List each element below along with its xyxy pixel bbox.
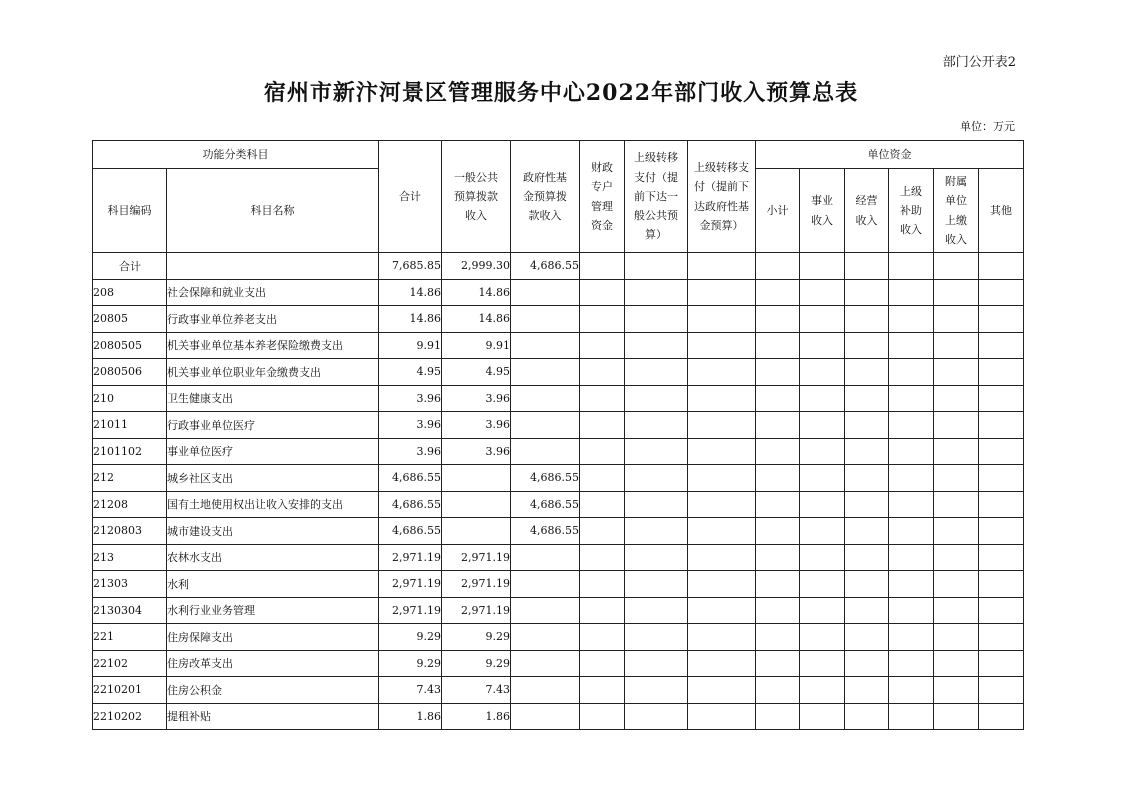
cell-transfer-general [625, 359, 688, 386]
cell-name: 卫生健康支出 [167, 385, 379, 412]
cell-transfer-general [625, 253, 688, 280]
cell-other [979, 597, 1024, 624]
cell-transfer-fund [688, 544, 756, 571]
cell-subsidy-income [889, 306, 934, 333]
cell-business-income [800, 650, 845, 677]
cell-transfer-general [625, 544, 688, 571]
table-row [93, 279, 1024, 306]
cell-subtotal [756, 571, 800, 598]
cell-other [979, 279, 1024, 306]
cell-total: 2,971.19 [379, 571, 442, 598]
cell-operating-income [845, 465, 889, 492]
cell-code: 21208 [93, 491, 167, 518]
cell-name: 住房公积金 [167, 677, 379, 704]
cell-transfer-fund [688, 650, 756, 677]
cell-transfer-fund [688, 597, 756, 624]
cell-subtotal [756, 332, 800, 359]
header-business-income: 事业收入 [800, 169, 845, 253]
cell-other [979, 677, 1024, 704]
cell-affiliated-income [934, 359, 979, 386]
cell-transfer-fund [688, 491, 756, 518]
cell-subsidy-income [889, 544, 934, 571]
header-transfer-fund: 上级转移支付（提前下达政府性基金预算） [688, 141, 756, 253]
cell-business-income [800, 253, 845, 280]
cell-operating-income [845, 597, 889, 624]
cell-transfer-general [625, 412, 688, 439]
cell-operating-income [845, 385, 889, 412]
cell-special-account [580, 412, 625, 439]
cell-general-budget: 1.86 [442, 703, 511, 730]
cell-subsidy-income [889, 279, 934, 306]
cell-other [979, 332, 1024, 359]
cell-special-account [580, 385, 625, 412]
cell-subsidy-income [889, 412, 934, 439]
cell-subtotal [756, 518, 800, 545]
cell-subtotal [756, 359, 800, 386]
cell-operating-income [845, 703, 889, 730]
cell-operating-income [845, 544, 889, 571]
cell-general-budget: 3.96 [442, 438, 511, 465]
cell-gov-fund [511, 306, 580, 333]
cell-special-account [580, 438, 625, 465]
cell-special-account [580, 465, 625, 492]
cell-special-account [580, 677, 625, 704]
cell-special-account [580, 703, 625, 730]
cell-total: 14.86 [379, 306, 442, 333]
cell-total: 9.91 [379, 332, 442, 359]
cell-general-budget: 2,999.30 [442, 253, 511, 280]
table-row [93, 544, 1024, 571]
cell-gov-fund [511, 332, 580, 359]
cell-total: 4,686.55 [379, 491, 442, 518]
cell-other [979, 650, 1024, 677]
table-row [93, 624, 1024, 651]
cell-name: 住房改革支出 [167, 650, 379, 677]
cell-code: 2210201 [93, 677, 167, 704]
cell-business-income [800, 306, 845, 333]
cell-special-account [580, 279, 625, 306]
cell-name: 水利 [167, 571, 379, 598]
cell-total: 9.29 [379, 624, 442, 651]
cell-special-account [580, 650, 625, 677]
cell-affiliated-income [934, 306, 979, 333]
cell-name [167, 253, 379, 280]
table-row [93, 571, 1024, 598]
cell-operating-income [845, 253, 889, 280]
cell-transfer-general [625, 650, 688, 677]
table-row [93, 359, 1024, 386]
cell-gov-fund [511, 624, 580, 651]
cell-code: 213 [93, 544, 167, 571]
cell-name: 事业单位医疗 [167, 438, 379, 465]
cell-business-income [800, 518, 845, 545]
cell-total: 3.96 [379, 385, 442, 412]
cell-transfer-general [625, 465, 688, 492]
cell-total: 3.96 [379, 438, 442, 465]
cell-general-budget [442, 491, 511, 518]
cell-special-account [580, 253, 625, 280]
cell-transfer-general [625, 279, 688, 306]
cell-affiliated-income [934, 677, 979, 704]
cell-subsidy-income [889, 677, 934, 704]
cell-transfer-fund [688, 518, 756, 545]
cell-name: 社会保障和就业支出 [167, 279, 379, 306]
cell-other [979, 491, 1024, 518]
cell-business-income [800, 703, 845, 730]
header-operating-income: 经营收入 [845, 169, 889, 253]
cell-operating-income [845, 624, 889, 651]
cell-gov-fund [511, 412, 580, 439]
header-special-account: 财政专户管理资金 [580, 141, 625, 253]
cell-subsidy-income [889, 359, 934, 386]
cell-special-account [580, 518, 625, 545]
cell-subsidy-income [889, 438, 934, 465]
table-row [93, 650, 1024, 677]
header-total: 合计 [379, 141, 442, 253]
cell-subtotal [756, 597, 800, 624]
cell-transfer-fund [688, 332, 756, 359]
cell-subsidy-income [889, 624, 934, 651]
cell-affiliated-income [934, 279, 979, 306]
cell-gov-fund: 4,686.55 [511, 491, 580, 518]
cell-special-account [580, 332, 625, 359]
total-row [93, 253, 1024, 280]
cell-code: 2130304 [93, 597, 167, 624]
cell-affiliated-income [934, 650, 979, 677]
cell-subsidy-income [889, 597, 934, 624]
cell-general-budget [442, 465, 511, 492]
cell-operating-income [845, 332, 889, 359]
cell-transfer-fund [688, 359, 756, 386]
cell-subtotal [756, 279, 800, 306]
cell-subsidy-income [889, 385, 934, 412]
cell-other [979, 359, 1024, 386]
cell-code: 合计 [93, 253, 167, 280]
cell-operating-income [845, 412, 889, 439]
cell-other [979, 253, 1024, 280]
cell-gov-fund [511, 703, 580, 730]
header-affiliated-income: 附属单位上缴收入 [934, 169, 979, 253]
cell-name: 城市建设支出 [167, 518, 379, 545]
cell-other [979, 624, 1024, 651]
cell-business-income [800, 624, 845, 651]
cell-gov-fund: 4,686.55 [511, 253, 580, 280]
cell-affiliated-income [934, 491, 979, 518]
cell-code: 20805 [93, 306, 167, 333]
header-subtotal: 小计 [756, 169, 800, 253]
form-number-label: 部门公开表2 [942, 55, 1016, 70]
cell-subtotal [756, 465, 800, 492]
cell-gov-fund [511, 279, 580, 306]
cell-gov-fund [511, 385, 580, 412]
cell-subtotal [756, 412, 800, 439]
cell-general-budget: 14.86 [442, 279, 511, 306]
cell-transfer-fund [688, 438, 756, 465]
cell-subtotal [756, 650, 800, 677]
cell-transfer-general [625, 624, 688, 651]
table-row [93, 412, 1024, 439]
cell-gov-fund: 4,686.55 [511, 518, 580, 545]
table-row [93, 597, 1024, 624]
cell-special-account [580, 359, 625, 386]
cell-business-income [800, 491, 845, 518]
cell-business-income [800, 279, 845, 306]
cell-general-budget [442, 518, 511, 545]
table-row [93, 385, 1024, 412]
cell-gov-fund [511, 438, 580, 465]
cell-special-account [580, 544, 625, 571]
cell-transfer-fund [688, 253, 756, 280]
cell-general-budget: 2,971.19 [442, 544, 511, 571]
cell-gov-fund [511, 571, 580, 598]
cell-total: 3.96 [379, 412, 442, 439]
cell-total: 14.86 [379, 279, 442, 306]
cell-code: 2080506 [93, 359, 167, 386]
cell-gov-fund [511, 650, 580, 677]
cell-other [979, 306, 1024, 333]
cell-gov-fund [511, 544, 580, 571]
cell-name: 行政事业单位医疗 [167, 412, 379, 439]
cell-total: 4,686.55 [379, 465, 442, 492]
budget-table-body [93, 253, 1024, 730]
header-name: 科目名称 [167, 169, 379, 253]
cell-transfer-fund [688, 465, 756, 492]
cell-gov-fund [511, 677, 580, 704]
cell-general-budget: 2,971.19 [442, 597, 511, 624]
cell-operating-income [845, 491, 889, 518]
cell-affiliated-income [934, 571, 979, 598]
cell-subtotal [756, 544, 800, 571]
cell-total: 9.29 [379, 650, 442, 677]
cell-general-budget: 9.29 [442, 624, 511, 651]
cell-transfer-fund [688, 412, 756, 439]
cell-code: 2101102 [93, 438, 167, 465]
cell-affiliated-income [934, 518, 979, 545]
cell-transfer-general [625, 571, 688, 598]
cell-subsidy-income [889, 703, 934, 730]
cell-other [979, 544, 1024, 571]
header-unit-funds: 单位资金 [756, 141, 1024, 169]
cell-subsidy-income [889, 491, 934, 518]
cell-business-income [800, 412, 845, 439]
cell-total: 4.95 [379, 359, 442, 386]
cell-transfer-general [625, 597, 688, 624]
cell-affiliated-income [934, 385, 979, 412]
cell-gov-fund: 4,686.55 [511, 465, 580, 492]
cell-name: 住房保障支出 [167, 624, 379, 651]
table-row [93, 677, 1024, 704]
cell-code: 212 [93, 465, 167, 492]
table-row [93, 465, 1024, 492]
cell-subtotal [756, 385, 800, 412]
cell-general-budget: 14.86 [442, 306, 511, 333]
cell-code: 21011 [93, 412, 167, 439]
cell-name: 机关事业单位基本养老保险缴费支出 [167, 332, 379, 359]
cell-subtotal [756, 253, 800, 280]
cell-other [979, 438, 1024, 465]
cell-affiliated-income [934, 703, 979, 730]
cell-general-budget: 3.96 [442, 385, 511, 412]
cell-general-budget: 4.95 [442, 359, 511, 386]
cell-general-budget: 9.29 [442, 650, 511, 677]
cell-affiliated-income [934, 412, 979, 439]
cell-name: 行政事业单位养老支出 [167, 306, 379, 333]
cell-general-budget: 3.96 [442, 412, 511, 439]
cell-gov-fund [511, 359, 580, 386]
cell-name: 水利行业业务管理 [167, 597, 379, 624]
cell-name: 国有土地使用权出让收入安排的支出 [167, 491, 379, 518]
cell-special-account [580, 306, 625, 333]
cell-subtotal [756, 491, 800, 518]
page-title: 宿州市新汴河景区管理服务中心2022年部门收入预算总表 [263, 80, 859, 106]
cell-subsidy-income [889, 332, 934, 359]
cell-subsidy-income [889, 465, 934, 492]
cell-special-account [580, 597, 625, 624]
cell-transfer-fund [688, 306, 756, 333]
cell-other [979, 571, 1024, 598]
cell-gov-fund [511, 597, 580, 624]
cell-code: 210 [93, 385, 167, 412]
unit-label: 单位：万元 [960, 120, 1015, 133]
cell-transfer-general [625, 677, 688, 704]
cell-total: 7,685.85 [379, 253, 442, 280]
cell-subsidy-income [889, 571, 934, 598]
cell-business-income [800, 359, 845, 386]
cell-business-income [800, 571, 845, 598]
header-function-class: 功能分类科目 [93, 141, 379, 169]
cell-operating-income [845, 650, 889, 677]
cell-other [979, 465, 1024, 492]
cell-other [979, 412, 1024, 439]
cell-affiliated-income [934, 438, 979, 465]
header-subsidy-income: 上级补助收入 [889, 169, 934, 253]
table-row [93, 306, 1024, 333]
cell-business-income [800, 385, 845, 412]
cell-code: 2210202 [93, 703, 167, 730]
table-row [93, 518, 1024, 545]
cell-operating-income [845, 677, 889, 704]
cell-subsidy-income [889, 518, 934, 545]
cell-transfer-general [625, 438, 688, 465]
header-transfer-general: 上级转移支付（提前下达一般公共预算） [625, 141, 688, 253]
cell-operating-income [845, 518, 889, 545]
cell-other [979, 703, 1024, 730]
cell-affiliated-income [934, 624, 979, 651]
cell-subtotal [756, 438, 800, 465]
header-general-budget: 一般公共预算拨款收入 [442, 141, 511, 253]
cell-name: 机关事业单位职业年金缴费支出 [167, 359, 379, 386]
cell-operating-income [845, 571, 889, 598]
cell-transfer-fund [688, 703, 756, 730]
cell-subtotal [756, 306, 800, 333]
cell-transfer-general [625, 306, 688, 333]
cell-transfer-fund [688, 624, 756, 651]
cell-code: 21303 [93, 571, 167, 598]
cell-subsidy-income [889, 650, 934, 677]
cell-code: 221 [93, 624, 167, 651]
cell-affiliated-income [934, 332, 979, 359]
cell-other [979, 518, 1024, 545]
cell-other [979, 385, 1024, 412]
cell-transfer-fund [688, 385, 756, 412]
cell-general-budget: 2,971.19 [442, 571, 511, 598]
cell-code: 2080505 [93, 332, 167, 359]
cell-business-income [800, 544, 845, 571]
cell-name: 提租补贴 [167, 703, 379, 730]
cell-total: 7.43 [379, 677, 442, 704]
table-row [93, 438, 1024, 465]
cell-transfer-fund [688, 279, 756, 306]
cell-transfer-general [625, 385, 688, 412]
cell-total: 1.86 [379, 703, 442, 730]
cell-name: 农林水支出 [167, 544, 379, 571]
cell-transfer-general [625, 332, 688, 359]
table-row [93, 491, 1024, 518]
cell-affiliated-income [934, 465, 979, 492]
cell-operating-income [845, 359, 889, 386]
cell-transfer-general [625, 518, 688, 545]
cell-business-income [800, 332, 845, 359]
table-row [93, 332, 1024, 359]
cell-business-income [800, 465, 845, 492]
cell-subtotal [756, 677, 800, 704]
budget-table [92, 140, 1024, 730]
cell-code: 2120803 [93, 518, 167, 545]
cell-subtotal [756, 624, 800, 651]
cell-affiliated-income [934, 544, 979, 571]
cell-general-budget: 9.91 [442, 332, 511, 359]
header-code: 科目编码 [93, 169, 167, 253]
cell-code: 22102 [93, 650, 167, 677]
cell-transfer-general [625, 491, 688, 518]
cell-special-account [580, 571, 625, 598]
cell-operating-income [845, 438, 889, 465]
cell-subsidy-income [889, 253, 934, 280]
cell-special-account [580, 491, 625, 518]
cell-business-income [800, 677, 845, 704]
table-row [93, 703, 1024, 730]
cell-business-income [800, 438, 845, 465]
cell-total: 4,686.55 [379, 518, 442, 545]
cell-transfer-fund [688, 571, 756, 598]
cell-name: 城乡社区支出 [167, 465, 379, 492]
cell-affiliated-income [934, 253, 979, 280]
cell-general-budget: 7.43 [442, 677, 511, 704]
cell-total: 2,971.19 [379, 597, 442, 624]
cell-business-income [800, 597, 845, 624]
cell-operating-income [845, 306, 889, 333]
cell-subtotal [756, 703, 800, 730]
header-other: 其他 [979, 169, 1024, 253]
cell-code: 208 [93, 279, 167, 306]
cell-affiliated-income [934, 597, 979, 624]
cell-special-account [580, 624, 625, 651]
cell-operating-income [845, 279, 889, 306]
cell-total: 2,971.19 [379, 544, 442, 571]
header-gov-fund: 政府性基金预算拨款收入 [511, 141, 580, 253]
cell-transfer-general [625, 703, 688, 730]
cell-transfer-fund [688, 677, 756, 704]
